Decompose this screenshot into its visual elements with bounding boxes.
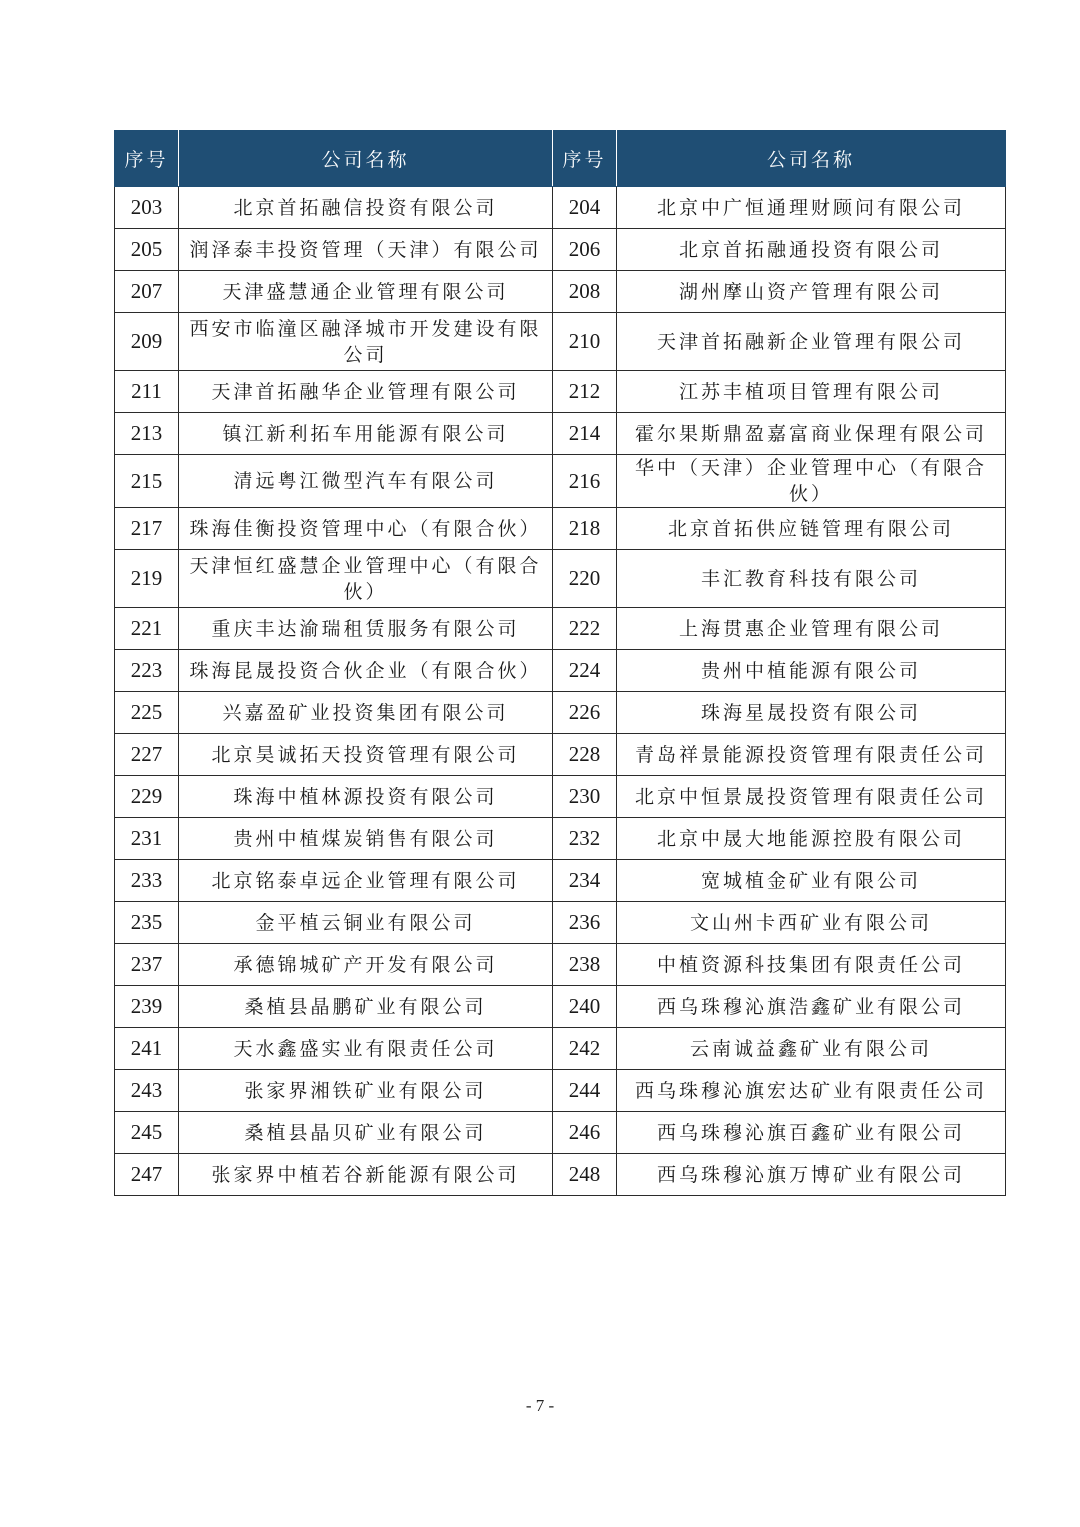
serial-number-cell: 221: [115, 608, 179, 650]
serial-number-cell: 218: [553, 508, 617, 550]
table-row: [115, 860, 1006, 902]
company-name-cell: 贵州中植煤炭销售有限公司: [179, 818, 553, 860]
table-row: [115, 1154, 1006, 1196]
company-name-cell: 西安市临潼区融泽城市开发建设有限公司: [179, 313, 553, 371]
company-name-cell: 张家界湘铁矿业有限公司: [179, 1070, 553, 1112]
table-row: [115, 413, 1006, 455]
serial-number-cell: 203: [115, 187, 179, 229]
company-name-cell: 镇江新利拓车用能源有限公司: [179, 413, 553, 455]
company-name-cell: 青岛祥景能源投资管理有限责任公司: [617, 734, 1006, 776]
table-row: [115, 455, 1006, 508]
serial-number-cell: 207: [115, 271, 179, 313]
header-serial-left: 序号: [115, 131, 179, 187]
serial-number-cell: 246: [553, 1112, 617, 1154]
serial-number-cell: 232: [553, 818, 617, 860]
company-name-cell: 珠海星晟投资有限公司: [617, 692, 1006, 734]
company-name-cell: 西乌珠穆沁旗百鑫矿业有限公司: [617, 1112, 1006, 1154]
table-row: [115, 734, 1006, 776]
serial-number-cell: 243: [115, 1070, 179, 1112]
company-name-cell: 张家界中植若谷新能源有限公司: [179, 1154, 553, 1196]
serial-number-cell: 205: [115, 229, 179, 271]
table-row: [115, 986, 1006, 1028]
company-name-cell: 珠海中植林源投资有限公司: [179, 776, 553, 818]
table-row: [115, 550, 1006, 608]
company-name-cell: 桑植县晶贝矿业有限公司: [179, 1112, 553, 1154]
table-row: [115, 313, 1006, 371]
serial-number-cell: 230: [553, 776, 617, 818]
serial-number-cell: 239: [115, 986, 179, 1028]
table-row: [115, 608, 1006, 650]
serial-number-cell: 231: [115, 818, 179, 860]
company-name-cell: 中植资源科技集团有限责任公司: [617, 944, 1006, 986]
serial-number-cell: 212: [553, 371, 617, 413]
page-number: - 7 -: [525, 1396, 555, 1415]
table-row: [115, 229, 1006, 271]
table-row: [115, 944, 1006, 986]
company-name-cell: 桑植县晶鹏矿业有限公司: [179, 986, 553, 1028]
company-name-cell: 承德锦城矿产开发有限公司: [179, 944, 553, 986]
company-name-cell: 兴嘉盈矿业投资集团有限公司: [179, 692, 553, 734]
serial-number-cell: 237: [115, 944, 179, 986]
table-row: [115, 650, 1006, 692]
serial-number-cell: 226: [553, 692, 617, 734]
serial-number-cell: 245: [115, 1112, 179, 1154]
serial-number-cell: 247: [115, 1154, 179, 1196]
serial-number-cell: 227: [115, 734, 179, 776]
table-row: [115, 1028, 1006, 1070]
header-company-name-right: 公司名称: [617, 131, 1006, 187]
serial-number-cell: 206: [553, 229, 617, 271]
company-name-cell: 北京中恒景晟投资管理有限责任公司: [617, 776, 1006, 818]
serial-number-cell: 209: [115, 313, 179, 371]
table-row: [115, 371, 1006, 413]
company-name-cell: 天津首拓融新企业管理有限公司: [617, 313, 1006, 371]
company-name-cell: 北京中广恒通理财顾问有限公司: [617, 187, 1006, 229]
company-name-cell: 珠海佳衡投资管理中心（有限合伙）: [179, 508, 553, 550]
serial-number-cell: 204: [553, 187, 617, 229]
company-name-cell: 天津恒红盛慧企业管理中心（有限合伙）: [179, 550, 553, 608]
company-name-cell: 北京首拓融信投资有限公司: [179, 187, 553, 229]
company-name-cell: 润泽泰丰投资管理（天津）有限公司: [179, 229, 553, 271]
table-row: [115, 187, 1006, 229]
serial-number-cell: 220: [553, 550, 617, 608]
company-name-cell: 上海贯惠企业管理有限公司: [617, 608, 1006, 650]
table-row: [115, 902, 1006, 944]
company-name-cell: 西乌珠穆沁旗宏达矿业有限责任公司: [617, 1070, 1006, 1112]
serial-number-cell: 214: [553, 413, 617, 455]
serial-number-cell: 244: [553, 1070, 617, 1112]
company-name-cell: 文山州卡西矿业有限公司: [617, 902, 1006, 944]
serial-number-cell: 223: [115, 650, 179, 692]
table-row: [115, 692, 1006, 734]
table-row: [115, 776, 1006, 818]
company-list-table: [114, 130, 1006, 1196]
serial-number-cell: 217: [115, 508, 179, 550]
serial-number-cell: 222: [553, 608, 617, 650]
serial-number-cell: 213: [115, 413, 179, 455]
company-name-cell: 天水鑫盛实业有限责任公司: [179, 1028, 553, 1070]
company-name-cell: 重庆丰达渝瑞租赁服务有限公司: [179, 608, 553, 650]
company-name-cell: 北京昊诚拓天投资管理有限公司: [179, 734, 553, 776]
serial-number-cell: 238: [553, 944, 617, 986]
serial-number-cell: 241: [115, 1028, 179, 1070]
serial-number-cell: 208: [553, 271, 617, 313]
company-name-cell: 北京首拓融通投资有限公司: [617, 229, 1006, 271]
company-name-cell: 丰汇教育科技有限公司: [617, 550, 1006, 608]
company-name-cell: 北京首拓供应链管理有限公司: [617, 508, 1006, 550]
company-name-cell: 北京铭泰卓远企业管理有限公司: [179, 860, 553, 902]
table-row: [115, 1112, 1006, 1154]
table-header-row: [115, 131, 1006, 187]
company-name-cell: 金平植云铜业有限公司: [179, 902, 553, 944]
serial-number-cell: 228: [553, 734, 617, 776]
company-name-cell: 天津首拓融华企业管理有限公司: [179, 371, 553, 413]
company-name-cell: 珠海昆晟投资合伙企业（有限合伙）: [179, 650, 553, 692]
company-name-cell: 云南诚益鑫矿业有限公司: [617, 1028, 1006, 1070]
company-name-cell: 霍尔果斯鼎盈嘉富商业保理有限公司: [617, 413, 1006, 455]
table-body: [115, 187, 1006, 1196]
serial-number-cell: 211: [115, 371, 179, 413]
serial-number-cell: 219: [115, 550, 179, 608]
serial-number-cell: 229: [115, 776, 179, 818]
table-header: [115, 131, 1006, 187]
serial-number-cell: 215: [115, 455, 179, 508]
table-row: [115, 271, 1006, 313]
company-name-cell: 贵州中植能源有限公司: [617, 650, 1006, 692]
header-serial-right: 序号: [553, 131, 617, 187]
serial-number-cell: 224: [553, 650, 617, 692]
serial-number-cell: 225: [115, 692, 179, 734]
serial-number-cell: 235: [115, 902, 179, 944]
company-name-cell: 西乌珠穆沁旗万博矿业有限公司: [617, 1154, 1006, 1196]
serial-number-cell: 216: [553, 455, 617, 508]
company-name-cell: 清远粤江微型汽车有限公司: [179, 455, 553, 508]
serial-number-cell: 240: [553, 986, 617, 1028]
company-name-cell: 宽城植金矿业有限公司: [617, 860, 1006, 902]
company-name-cell: 天津盛慧通企业管理有限公司: [179, 271, 553, 313]
serial-number-cell: 210: [553, 313, 617, 371]
table-row: [115, 1070, 1006, 1112]
company-name-cell: 华中（天津）企业管理中心（有限合伙）: [617, 455, 1006, 508]
serial-number-cell: 248: [553, 1154, 617, 1196]
serial-number-cell: 242: [553, 1028, 617, 1070]
table-row: [115, 818, 1006, 860]
header-company-name-left: 公司名称: [179, 131, 553, 187]
company-name-cell: 江苏丰植项目管理有限公司: [617, 371, 1006, 413]
serial-number-cell: 234: [553, 860, 617, 902]
company-name-cell: 西乌珠穆沁旗浩鑫矿业有限公司: [617, 986, 1006, 1028]
serial-number-cell: 236: [553, 902, 617, 944]
company-name-cell: 北京中晟大地能源控股有限公司: [617, 818, 1006, 860]
serial-number-cell: 233: [115, 860, 179, 902]
company-name-cell: 湖州摩山资产管理有限公司: [617, 271, 1006, 313]
table-row: [115, 508, 1006, 550]
